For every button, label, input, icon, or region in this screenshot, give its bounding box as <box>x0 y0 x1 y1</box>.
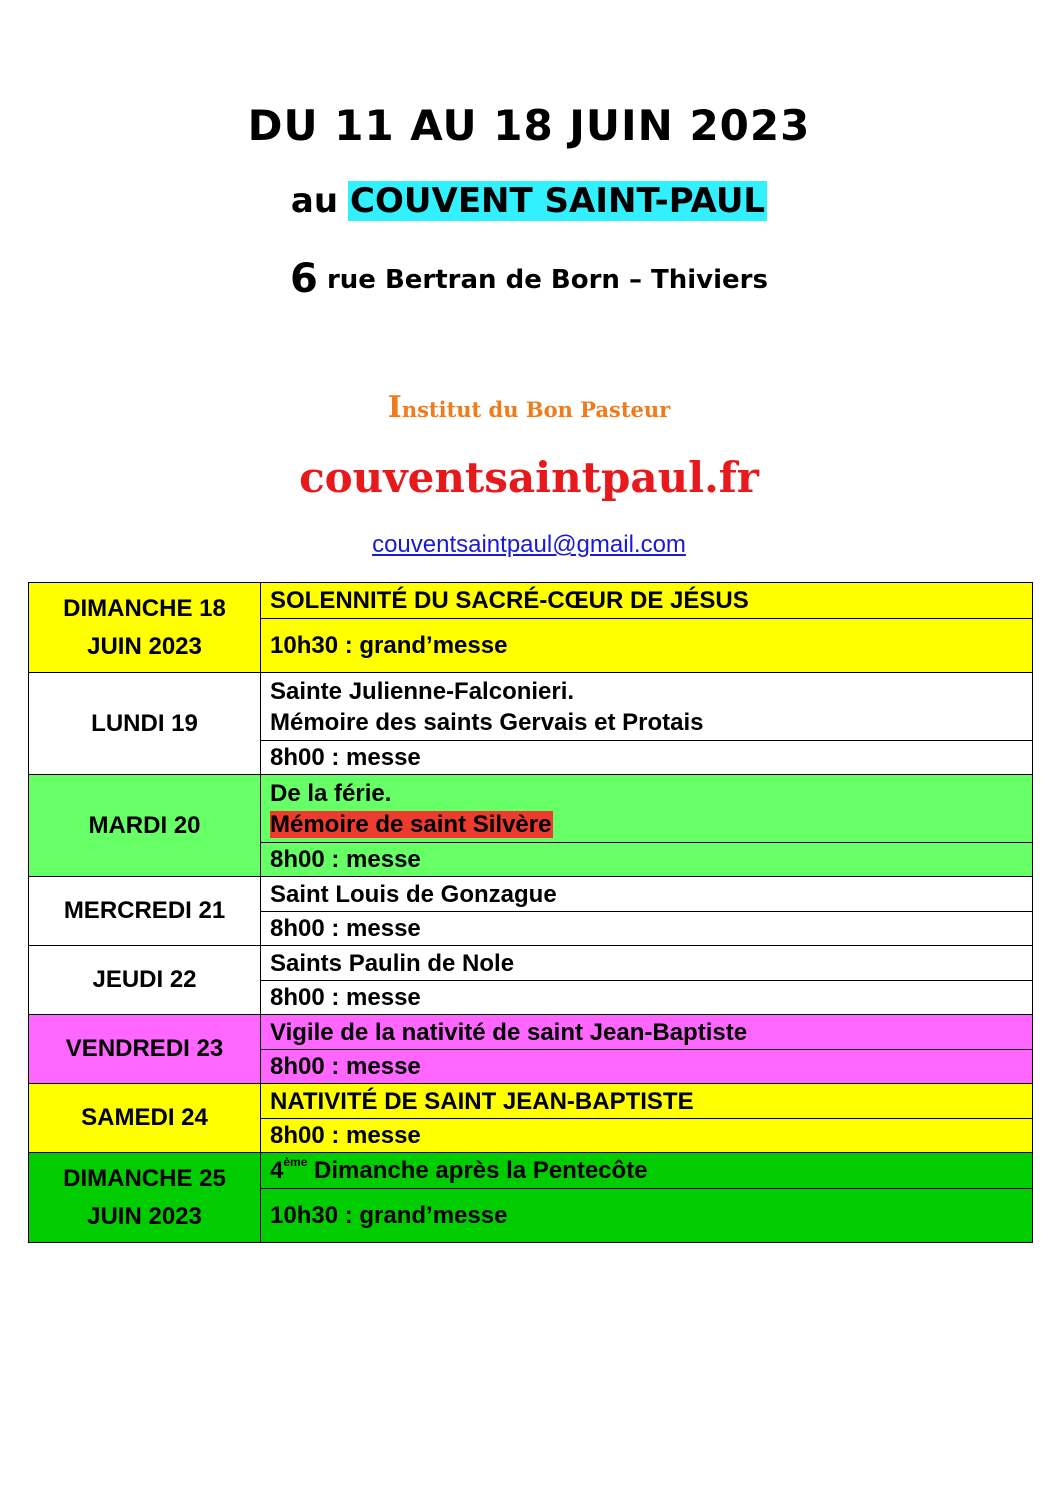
day-cell: LUNDI 19 <box>29 673 261 775</box>
office-title: Saints Paulin de Nole <box>261 946 1033 981</box>
schedule-row <box>29 673 1033 741</box>
schedule-row <box>29 583 1033 619</box>
address-street: rue Bertran de Born – Thiviers <box>326 265 768 295</box>
service-time: 8h00 : messe <box>261 843 1033 877</box>
office-title: NATIVITÉ DE SAINT JEAN-BAPTISTE <box>261 1084 1033 1119</box>
day-cell <box>29 1153 261 1243</box>
day-date: JUIN 2023 <box>87 1202 202 1230</box>
day-cell: MARDI 20 <box>29 775 261 877</box>
office-title-line: Sainte Julienne-Falconieri. <box>270 677 575 705</box>
service-time: 8h00 : messe <box>261 981 1033 1015</box>
subtitle <box>0 181 1058 221</box>
service-time: 10h30 : grand’messe <box>261 1189 1033 1243</box>
institut-initial: I <box>387 390 402 425</box>
convent-name: COUVENT SAINT-PAUL <box>350 181 766 221</box>
day-cell: JEUDI 22 <box>29 946 261 1015</box>
schedule-row <box>29 946 1033 981</box>
office-title <box>261 775 1033 843</box>
institut-name <box>0 390 1058 425</box>
highlighted-memorial: Mémoire de saint Silvère <box>270 810 552 838</box>
day-label: DIMANCHE 25 <box>63 1164 226 1192</box>
service-time: 8h00 : messe <box>261 1119 1033 1153</box>
schedule-table <box>28 582 1033 1243</box>
service-time: 10h30 : grand’messe <box>261 619 1033 673</box>
day-label: DIMANCHE 18 <box>63 594 226 622</box>
website-link[interactable]: couventsaintpaul.fr <box>299 453 759 502</box>
day-date: JUIN 2023 <box>87 632 202 660</box>
day-cell: MERCREDI 21 <box>29 877 261 946</box>
office-title <box>261 673 1033 741</box>
office-title: Saint Louis de Gonzague <box>261 877 1033 912</box>
office-title-text: Dimanche après la Pentecôte <box>307 1157 648 1184</box>
service-time: 8h00 : messe <box>261 912 1033 946</box>
institut-rest: nstitut du Bon Pasteur <box>401 397 671 422</box>
page-title: DU 11 AU 18 JUIN 2023 <box>247 101 811 150</box>
office-title-line: Mémoire des saints Gervais et Protais <box>270 708 704 736</box>
office-title: Vigile de la nativité de saint Jean-Baptiste <box>261 1015 1033 1050</box>
office-title <box>261 1153 1033 1189</box>
day-cell: VENDREDI 23 <box>29 1015 261 1084</box>
email-link[interactable]: couventsaintpaul@gmail.com <box>372 531 686 558</box>
service-time: 8h00 : messe <box>261 1050 1033 1084</box>
ordinal-suffix: ème <box>283 1155 308 1169</box>
address-number: 6 <box>290 256 318 302</box>
schedule-row <box>29 1153 1033 1189</box>
service-time: 8h00 : messe <box>261 741 1033 775</box>
schedule-row <box>29 1015 1033 1050</box>
subtitle-prefix: au <box>290 181 339 221</box>
office-title-number: 4 <box>270 1157 284 1184</box>
schedule-row <box>29 775 1033 843</box>
address <box>0 256 1058 302</box>
schedule-row <box>29 1084 1033 1119</box>
schedule-row <box>29 877 1033 912</box>
office-title-line: De la férie. <box>270 779 392 807</box>
day-cell <box>29 583 261 673</box>
office-title: SOLENNITÉ DU SACRÉ-CŒUR DE JÉSUS <box>261 583 1033 619</box>
day-cell: SAMEDI 24 <box>29 1084 261 1153</box>
